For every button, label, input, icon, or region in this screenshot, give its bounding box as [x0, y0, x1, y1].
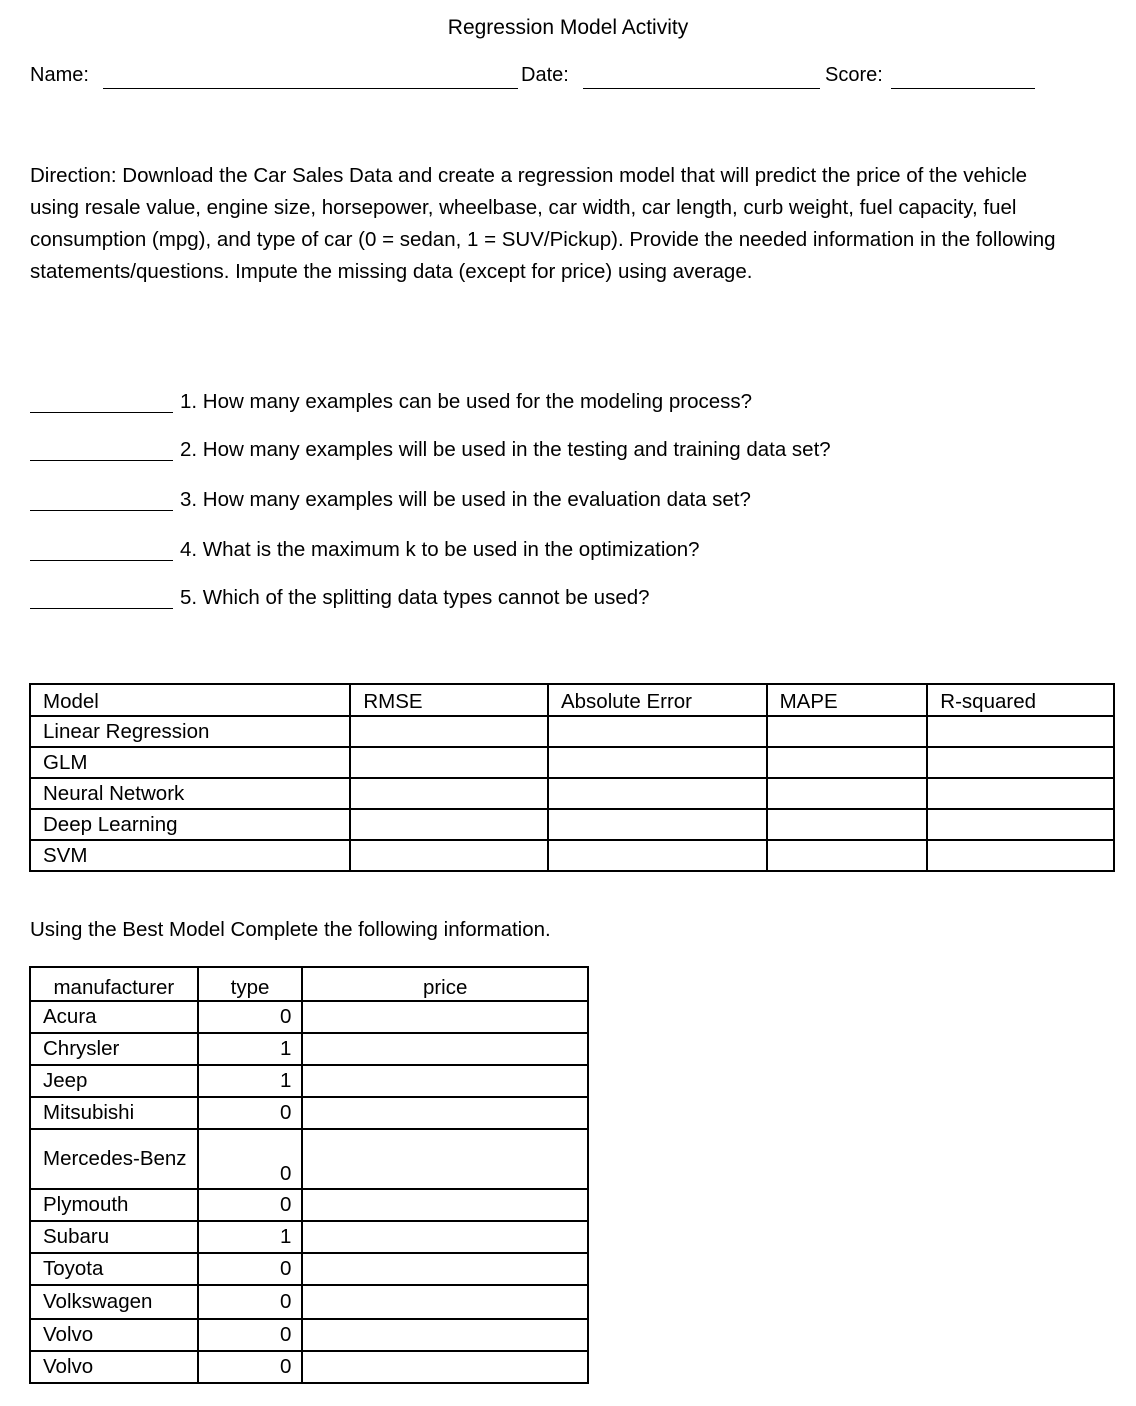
type-cell: 0	[198, 1285, 303, 1319]
manufacturer-cell: Toyota	[30, 1253, 198, 1285]
model-name: SVM	[30, 840, 350, 871]
absolute-error-cell[interactable]	[548, 809, 767, 840]
absolute-error-cell[interactable]	[548, 778, 767, 809]
type-cell: 0	[198, 1351, 303, 1383]
name-label: Name:	[30, 64, 89, 86]
score-label: Score:	[825, 64, 883, 86]
table-row	[30, 1221, 588, 1253]
r-squared-cell[interactable]	[927, 778, 1114, 809]
manufacturer-cell: Mercedes-Benz	[30, 1129, 198, 1189]
answer-blank-4[interactable]	[30, 560, 173, 561]
absolute-error-cell[interactable]	[548, 747, 767, 778]
table-row	[30, 809, 1114, 840]
manufacturer-cell: Plymouth	[30, 1189, 198, 1221]
table-row	[30, 1285, 588, 1319]
table-row	[30, 1189, 588, 1221]
header-model: Model	[30, 684, 350, 716]
question-2: 2. How many examples will be used in the testing and training data set?	[180, 438, 831, 461]
table-row	[30, 840, 1114, 871]
model-table	[29, 683, 1115, 872]
absolute-error-cell[interactable]	[548, 716, 767, 747]
type-cell: 0	[198, 1001, 303, 1033]
price-cell[interactable]	[302, 1097, 588, 1129]
model-table-header	[30, 684, 1114, 716]
rmse-cell[interactable]	[350, 809, 548, 840]
header-mape: MAPE	[767, 684, 928, 716]
model-name: GLM	[30, 747, 350, 778]
manufacturer-cell: Acura	[30, 1001, 198, 1033]
table-row	[30, 1319, 588, 1351]
table-row	[30, 1033, 588, 1065]
header-rmse: RMSE	[350, 684, 548, 716]
manufacturer-cell: Volkswagen	[30, 1285, 198, 1319]
mape-cell[interactable]	[767, 809, 928, 840]
type-cell: 1	[198, 1221, 303, 1253]
price-cell[interactable]	[302, 1285, 588, 1319]
price-table	[29, 966, 589, 1384]
page-title: Regression Model Activity	[447, 16, 689, 39]
answer-blank-1[interactable]	[30, 412, 173, 413]
model-name: Neural Network	[30, 778, 350, 809]
manufacturer-cell: Subaru	[30, 1221, 198, 1253]
table-row	[30, 716, 1114, 747]
question-4: 4. What is the maximum k to be used in the optimization?	[180, 538, 700, 561]
score-field[interactable]	[891, 88, 1035, 89]
rmse-cell[interactable]	[350, 840, 548, 871]
absolute-error-cell[interactable]	[548, 840, 767, 871]
table-row	[30, 1253, 588, 1285]
model-name: Deep Learning	[30, 809, 350, 840]
r-squared-cell[interactable]	[927, 809, 1114, 840]
question-3: 3. How many examples will be used in the evaluation data set?	[180, 488, 751, 511]
type-cell: 1	[198, 1065, 303, 1097]
mape-cell[interactable]	[767, 778, 928, 809]
date-label: Date:	[521, 64, 569, 86]
manufacturer-cell: Chrysler	[30, 1033, 198, 1065]
price-cell[interactable]	[302, 1351, 588, 1383]
name-field[interactable]	[103, 88, 518, 89]
table-row	[30, 747, 1114, 778]
table-row	[30, 778, 1114, 809]
question-5: 5. Which of the splitting data types cannot be used?	[180, 586, 650, 609]
header-price: price	[302, 967, 588, 1001]
header-r-squared: R-squared	[927, 684, 1114, 716]
model-name: Linear Regression	[30, 716, 350, 747]
table-row	[30, 1065, 588, 1097]
header-type: type	[198, 967, 303, 1001]
answer-blank-3[interactable]	[30, 510, 173, 511]
table-row	[30, 1351, 588, 1383]
direction-text: Direction: Download the Car Sales Data and create a regression model that will predict the price of the vehicle using resale value, engine size, horsepower, wheelbase, car width, car length, curb weight, fuel capacity, fuel consumption (mpg), and type of car (0 = sedan, 1 = SUV/Pickup). Provide the needed information in the following statements/questions. Impute the missing data (except for price) using average.	[30, 164, 1056, 283]
type-cell: 0	[198, 1189, 303, 1221]
r-squared-cell[interactable]	[927, 840, 1114, 871]
price-cell[interactable]	[302, 1253, 588, 1285]
table-row	[30, 1129, 588, 1189]
type-cell: 1	[198, 1033, 303, 1065]
price-table-header	[30, 967, 588, 1001]
r-squared-cell[interactable]	[927, 747, 1114, 778]
price-cell[interactable]	[302, 1129, 588, 1189]
type-cell: 0	[198, 1319, 303, 1351]
price-cell[interactable]	[302, 1033, 588, 1065]
price-cell[interactable]	[302, 1221, 588, 1253]
price-cell[interactable]	[302, 1001, 588, 1033]
price-cell[interactable]	[302, 1189, 588, 1221]
question-1: 1. How many examples can be used for the modeling process?	[180, 390, 753, 413]
manufacturer-cell: Mitsubishi	[30, 1097, 198, 1129]
answer-blank-2[interactable]	[30, 460, 173, 461]
price-cell[interactable]	[302, 1065, 588, 1097]
date-field[interactable]	[583, 88, 820, 89]
table-row	[30, 1001, 588, 1033]
best-model-title: Using the Best Model Complete the following information.	[30, 918, 551, 941]
type-cell: 0	[198, 1097, 303, 1129]
header-manufacturer: manufacturer	[30, 967, 198, 1001]
rmse-cell[interactable]	[350, 716, 548, 747]
rmse-cell[interactable]	[350, 747, 548, 778]
rmse-cell[interactable]	[350, 778, 548, 809]
r-squared-cell[interactable]	[927, 716, 1114, 747]
manufacturer-cell: Volvo	[30, 1319, 198, 1351]
type-cell: 0	[198, 1129, 303, 1189]
header-absolute-error: Absolute Error	[548, 684, 767, 716]
table-row	[30, 1097, 588, 1129]
mape-cell[interactable]	[767, 716, 928, 747]
manufacturer-cell: Volvo	[30, 1351, 198, 1383]
type-cell: 0	[198, 1253, 303, 1285]
mape-cell[interactable]	[767, 840, 928, 871]
manufacturer-cell: Jeep	[30, 1065, 198, 1097]
answer-blank-5[interactable]	[30, 608, 173, 609]
mape-cell[interactable]	[767, 747, 928, 778]
price-cell[interactable]	[302, 1319, 588, 1351]
